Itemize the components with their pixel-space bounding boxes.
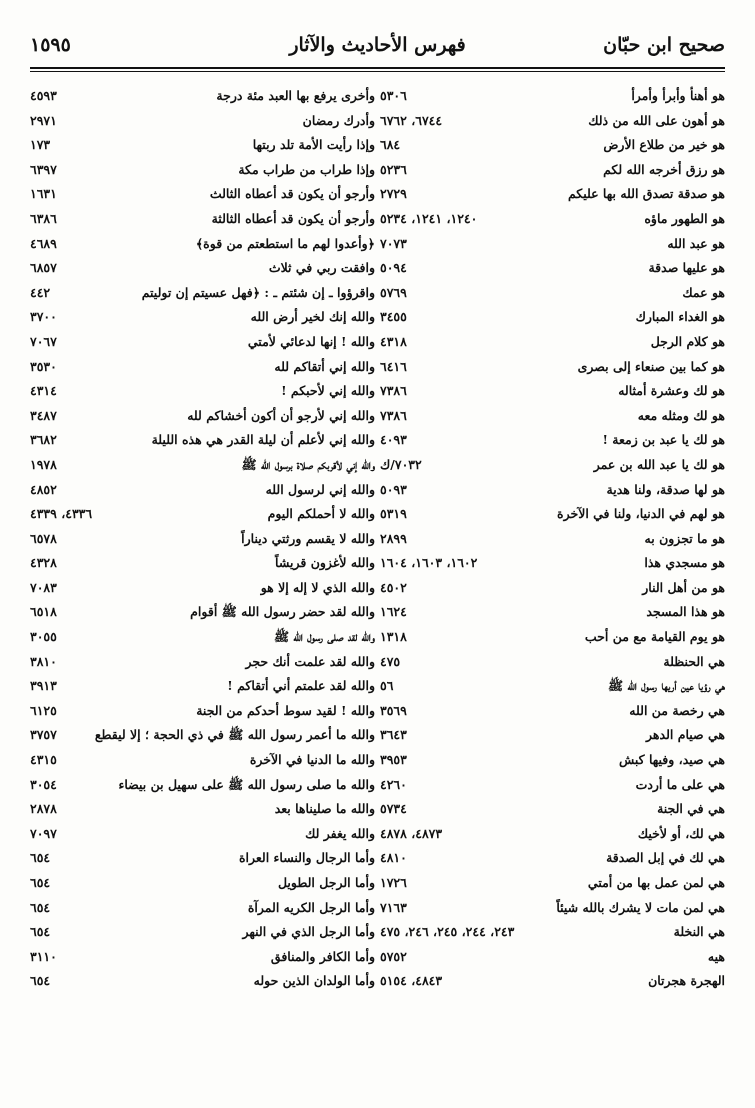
index-entry: [380, 182, 725, 207]
index-entry: [30, 182, 375, 207]
index-entry: [30, 723, 375, 748]
entry-text: وأما الكافر والمنافق: [270, 948, 375, 964]
index-entry: [380, 822, 725, 847]
right-column: [380, 84, 725, 994]
index-entry: [30, 379, 375, 404]
index-entry: [380, 650, 725, 675]
entry-reference: ٧٠٨٣: [30, 579, 57, 595]
index-entry: [30, 773, 375, 798]
index-entry: [30, 453, 375, 478]
entry-reference: ٣٤٨٧: [30, 407, 57, 423]
entry-text: هي على ما أردت: [635, 776, 725, 792]
entry-reference: ٧٠٧٣: [380, 235, 407, 251]
entry-text: والله لا أحملكم اليوم: [267, 506, 375, 522]
entry-reference: ١٧٢٦: [380, 875, 407, 890]
entry-reference: ٦١٢٥: [30, 702, 57, 718]
entry-text: والله لقد علمتم أني أتقاكم !: [227, 678, 375, 694]
entry-text: والله ما صليناها بعد: [274, 801, 375, 817]
index-entry: [30, 551, 375, 576]
index-entry: [30, 650, 375, 675]
index-entry: [30, 674, 375, 699]
entry-text: الهجرة هجرتان: [648, 973, 725, 989]
entry-text: هي رؤيا عين أريها رسول الله ﷺ: [608, 678, 725, 694]
index-entry: [380, 453, 725, 478]
entry-text: هو خير من طلاع الأرض: [603, 137, 725, 153]
entry-text: والله لقد حضر رسول الله ﷺ أقوام: [190, 604, 375, 620]
entry-reference: ٤٥٩٣: [30, 88, 57, 103]
index-entry: [380, 232, 725, 257]
entry-text: وافقت ربي في ثلاث: [268, 260, 375, 276]
index-entry: [30, 109, 375, 134]
entry-text: هو صدقة تصدق الله بها عليكم: [567, 186, 725, 202]
entry-reference: ٦٨٥٧: [30, 260, 57, 276]
entry-reference: ٤٣١٥: [30, 752, 57, 768]
index-entry: [380, 207, 725, 232]
entry-reference: ٥٧٣٤: [380, 801, 407, 817]
entry-reference: ٦٨٤: [380, 137, 401, 153]
index-entry: [30, 576, 375, 601]
index-entry: [30, 600, 375, 625]
header-rule-thin: [30, 71, 725, 72]
entry-text: هو لهم في الدنيا، ولنا في الآخرة: [557, 506, 725, 522]
index-entry: [30, 207, 375, 232]
entry-reference: ٤٨٤٣، ٥١٥٤: [380, 973, 443, 989]
entry-text: هو رزق أخرجه الله لكم: [603, 161, 725, 177]
index-entry: [30, 256, 375, 281]
entry-reference: ٣٠٥٤: [30, 776, 57, 792]
index-entry: [380, 502, 725, 527]
index-entry: [30, 945, 375, 970]
entry-text: هي في الجنة: [657, 801, 725, 817]
index-entry: [380, 846, 725, 871]
entry-reference: ٧٠٩٧: [30, 825, 57, 841]
index-entry: [30, 920, 375, 945]
index-entry: [380, 551, 725, 576]
index-entry: [30, 281, 375, 306]
entry-text: هو لك يا عبد بن زمعة !: [602, 432, 725, 448]
entry-text: والله لقد صلى رسول الله ﷺ: [273, 629, 375, 645]
index-entry: [380, 84, 725, 109]
entry-text: والله لأغزون قريشاً: [275, 555, 375, 571]
entry-text: هو عمك: [682, 284, 725, 300]
index-entry: [380, 281, 725, 306]
index-entry: [380, 969, 725, 994]
entry-text: والله لقد علمت أنك حجر: [245, 653, 375, 669]
index-entry: [30, 305, 375, 330]
entry-reference: ٥٧٥٢: [380, 948, 407, 964]
index-entry: [380, 355, 725, 380]
index-entry: [30, 404, 375, 429]
entry-reference: ٦٣٩٧: [30, 161, 57, 177]
page-header: [30, 34, 725, 64]
index-entry: [380, 576, 725, 601]
entry-reference: ١٢٤٠، ١٢٤١، ٥٢٣٤: [380, 210, 478, 226]
entry-reference: ١٦٢٤: [380, 604, 407, 620]
index-columns: [30, 84, 725, 1044]
index-entry: [30, 330, 375, 355]
entry-text: هو لك وعشرة أمثاله: [618, 383, 725, 399]
entry-reference: ٤٨١٠: [380, 850, 407, 866]
entry-text: وأرجو أن يكون قد أعطاه الثالثة: [211, 210, 375, 226]
entry-reference: ٣٨١٠: [30, 653, 57, 669]
entry-reference: ٤٨٧٣، ٤٨٧٨: [380, 825, 443, 841]
page-number: ١٥٩٥: [30, 34, 71, 56]
entry-text: والله إني لأحبكم !: [281, 383, 375, 399]
entry-text: وأما الرجل الكريه المرآة: [247, 899, 375, 915]
entry-text: وأما الرجل الطويل: [277, 875, 375, 890]
entry-text: هو كما بين صنعاء إلى بصرى: [577, 358, 725, 374]
index-entry: [380, 109, 725, 134]
entry-reference: ٦٥٤: [30, 850, 51, 866]
index-entry: [30, 625, 375, 650]
entry-text: هي لمن مات لا يشرك بالله شيئاً: [556, 899, 725, 915]
entry-reference: ٦٥٤: [30, 875, 51, 890]
entry-reference: ٤٤٢: [30, 284, 51, 300]
entry-text: هي النخلة: [673, 924, 725, 940]
entry-text: وأما الرجال والنساء العراة: [238, 850, 375, 866]
index-entry: [380, 256, 725, 281]
entry-reference: ٣٠٥٥: [30, 629, 57, 645]
entry-text: هيه: [707, 948, 725, 964]
entry-reference: ٤٨٥٢: [30, 481, 57, 497]
index-entry: [380, 920, 725, 945]
entry-text: وأخرى يرفع بها العبد مئة درجة: [216, 88, 375, 103]
index-entry: [30, 699, 375, 724]
entry-text: وأرجو أن يكون قد أعطاه الثالث: [209, 186, 375, 202]
index-entry: [380, 133, 725, 158]
entry-reference: ٥٠٩٣: [380, 481, 407, 497]
index-entry: [30, 133, 375, 158]
index-entry: [30, 748, 375, 773]
entry-reference: ٦٥٧٨: [30, 530, 57, 546]
entry-text: هي لك، أو لأخيك: [637, 825, 725, 841]
book-title: صحيح ابن حبّان: [603, 34, 725, 56]
entry-reference: ٢٨٧٨: [30, 801, 57, 817]
entry-text: والله ! إنها لدعائي لأمتي: [247, 333, 375, 349]
entry-reference: ٢٩٧١: [30, 112, 57, 128]
entry-reference: ٧٠٣٢/ك: [380, 456, 422, 472]
index-entry: [30, 428, 375, 453]
index-entry: [30, 158, 375, 183]
entry-text: هي لك في إبل الصدقة: [606, 850, 725, 866]
entry-text: هي الحنظلة: [663, 653, 725, 669]
entry-text: والله إني لأعلم أن ليلة القدر هي هذه الليلة: [151, 432, 375, 448]
index-entry: [30, 232, 375, 257]
entry-text: والله إني لأرجو أن أكون أخشاكم لله: [187, 407, 375, 423]
entry-reference: ٣١١٠: [30, 948, 57, 964]
entry-reference: ٤٣١٤: [30, 383, 57, 399]
entry-text: هو ما تجزون به: [644, 530, 725, 546]
entry-reference: ٣٥٣٠: [30, 358, 57, 374]
entry-reference: ٦٥٤: [30, 973, 51, 989]
entry-text: هو لك ومثله معه: [637, 407, 725, 423]
entry-text: هو أهنأ وأبرأ وأمرأ: [631, 88, 725, 103]
entry-reference: ٧٣٨٦: [380, 407, 407, 423]
index-entry: [30, 502, 375, 527]
entry-text: وإذا رأيت الأمة تلد ربتها: [252, 137, 375, 153]
entry-text: هو أهون على الله من ذلك: [588, 112, 725, 128]
entry-reference: ٣٤٥٥: [380, 309, 407, 325]
entry-reference: ٥٣٠٦: [380, 88, 407, 103]
index-entry: [380, 428, 725, 453]
entry-reference: ٦٥١٨: [30, 604, 57, 620]
entry-text: والله إني لرسول الله: [265, 481, 375, 497]
index-entry: [30, 527, 375, 552]
entry-text: والله ما أعمر رسول الله ﷺ في ذي الحجة ؛ إلا ليقطع: [94, 727, 375, 743]
entry-reference: ٥٧٦٩: [380, 284, 407, 300]
entry-reference: ١٧٣: [30, 137, 51, 153]
entry-text: هو لها صدقة، ولنا هدية: [606, 481, 725, 497]
entry-reference: ٤٣١٨: [380, 333, 407, 349]
entry-reference: ٧٣٨٦: [380, 383, 407, 399]
entry-reference: ٥٦: [380, 678, 394, 694]
entry-reference: ٧١٦٣: [380, 899, 407, 915]
entry-reference: ٦٥٤: [30, 899, 51, 915]
entry-reference: ٣٦٨٢: [30, 432, 57, 448]
index-entry: [380, 896, 725, 921]
entry-text: هو عليها صدقة: [648, 260, 725, 276]
entry-text: والله إني أتقاكم لله: [274, 358, 375, 374]
entry-text: واقرؤوا ـ إن شئتم ـ : ﴿فهل عسيتم إن توليتم: [141, 284, 375, 300]
entry-text: هو هذا المسجد: [646, 604, 725, 620]
index-entry: [380, 527, 725, 552]
index-entry: [380, 330, 725, 355]
entry-text: هو الغداء المبارك: [635, 309, 725, 325]
index-entry: [380, 478, 725, 503]
entry-reference: ٢٨٩٩: [380, 530, 407, 546]
entry-text: والله إني لأقربكم صلاة برسول الله ﷺ: [241, 456, 375, 472]
entry-reference: ٤٢٦٠: [380, 776, 407, 792]
index-entry: [380, 723, 725, 748]
entry-text: هي صيام الدهر: [646, 727, 725, 743]
entry-reference: ٤٦٨٩: [30, 235, 57, 251]
entry-text: وأما الرجل الذي في النهر: [242, 924, 375, 940]
entry-reference: ٤٣٢٨: [30, 555, 57, 571]
entry-reference: ٦٤١٦: [380, 358, 407, 374]
entry-text: وأدرك رمضان: [302, 112, 375, 128]
index-entry: [380, 773, 725, 798]
entry-text: والله الذي لا إله إلا هو: [260, 579, 375, 595]
entry-reference: ٣٥٦٩: [380, 702, 407, 718]
index-entry: [30, 871, 375, 896]
entry-text: هو عبد الله: [667, 235, 725, 251]
entry-text: ﴿وأعدوا لهم ما استطعتم من قوة﴾: [195, 235, 375, 251]
entry-text: هو الطهور ماؤه: [644, 210, 725, 226]
entry-reference: ٣٩١٣: [30, 678, 57, 694]
entry-text: هو يوم القيامة مع من أحب: [584, 629, 725, 645]
index-entry: [380, 871, 725, 896]
entry-text: هي لمن عمل بها من أمتي: [587, 875, 725, 890]
entry-text: هي صيد، وفيها كبش: [618, 752, 725, 768]
entry-reference: ١٣١٨: [380, 629, 407, 645]
index-entry: [30, 822, 375, 847]
entry-text: هو مسجدي هذا: [644, 555, 725, 571]
entry-reference: ٣٧٥٧: [30, 727, 57, 743]
index-entry: [380, 404, 725, 429]
entry-reference: ١٩٧٨: [30, 456, 57, 472]
entry-text: والله يغفر لك: [305, 825, 375, 841]
index-entry: [380, 625, 725, 650]
index-entry: [380, 699, 725, 724]
section-title: فهرس الأحاديث والآثار: [289, 34, 466, 56]
entry-reference: ٦٥٤: [30, 924, 51, 940]
entry-text: هو كلام الرجل: [650, 333, 725, 349]
entry-reference: ٣٦٤٣: [380, 727, 407, 743]
entry-text: والله ما صلى رسول الله ﷺ على سهيل بن بيضاء: [118, 776, 375, 792]
index-entry: [30, 797, 375, 822]
index-entry: [380, 748, 725, 773]
index-entry: [380, 158, 725, 183]
index-entry: [30, 969, 375, 994]
entry-reference: ٤٧٥: [380, 653, 401, 669]
entry-reference: ٥٠٩٤: [380, 260, 407, 276]
entry-text: والله إنك لخير أرض الله: [250, 309, 375, 325]
index-entry: [30, 84, 375, 109]
index-entry: [380, 305, 725, 330]
entry-reference: ٤٣٣٦، ٤٣٣٩: [30, 506, 93, 522]
entry-text: وإذا طراب من طراب مكة: [238, 161, 375, 177]
entry-reference: ١٦٣١: [30, 186, 57, 202]
entry-reference: ٣٩٥٣: [380, 752, 407, 768]
entry-reference: ٢٤٣، ٢٤٤، ٢٤٥، ٢٤٦، ٤٧٥: [380, 924, 515, 940]
entry-reference: ٦٣٨٦: [30, 210, 57, 226]
index-entry: [380, 797, 725, 822]
index-entry: [380, 379, 725, 404]
entry-reference: ٣٧٠٠: [30, 309, 57, 325]
header-rule: [30, 67, 725, 69]
entry-reference: ٤٥٠٢: [380, 579, 407, 595]
entry-text: والله ما الدنيا في الآخرة: [249, 752, 375, 768]
left-column: [30, 84, 375, 994]
index-entry: [30, 846, 375, 871]
index-entry: [380, 945, 725, 970]
entry-reference: ٥٢٣٦: [380, 161, 407, 177]
index-entry: [380, 600, 725, 625]
index-entry: [30, 355, 375, 380]
entry-reference: ٢٧٢٩: [380, 186, 407, 202]
entry-text: هو لك يا عبد الله بن عمر: [593, 456, 725, 472]
index-entry: [380, 674, 725, 699]
entry-reference: ٤٠٩٣: [380, 432, 407, 448]
entry-text: والله ! لقيد سوط أحدكم من الجنة: [196, 702, 375, 718]
entry-reference: ٥٣١٩: [380, 506, 407, 522]
entry-text: وأما الولدان الذين حوله: [253, 973, 375, 989]
entry-reference: ٦٧٤٤، ٦٧٦٢: [380, 112, 443, 128]
entry-reference: ١٦٠٢، ١٦٠٣، ١٦٠٤: [380, 555, 478, 571]
entry-reference: ٧٠٦٧: [30, 333, 57, 349]
index-entry: [30, 478, 375, 503]
entry-text: والله لا يقسم ورثتي ديناراً: [241, 530, 375, 546]
entry-text: هي رخصة من الله: [629, 702, 725, 718]
entry-text: هو من أهل النار: [642, 579, 725, 595]
index-entry: [30, 896, 375, 921]
